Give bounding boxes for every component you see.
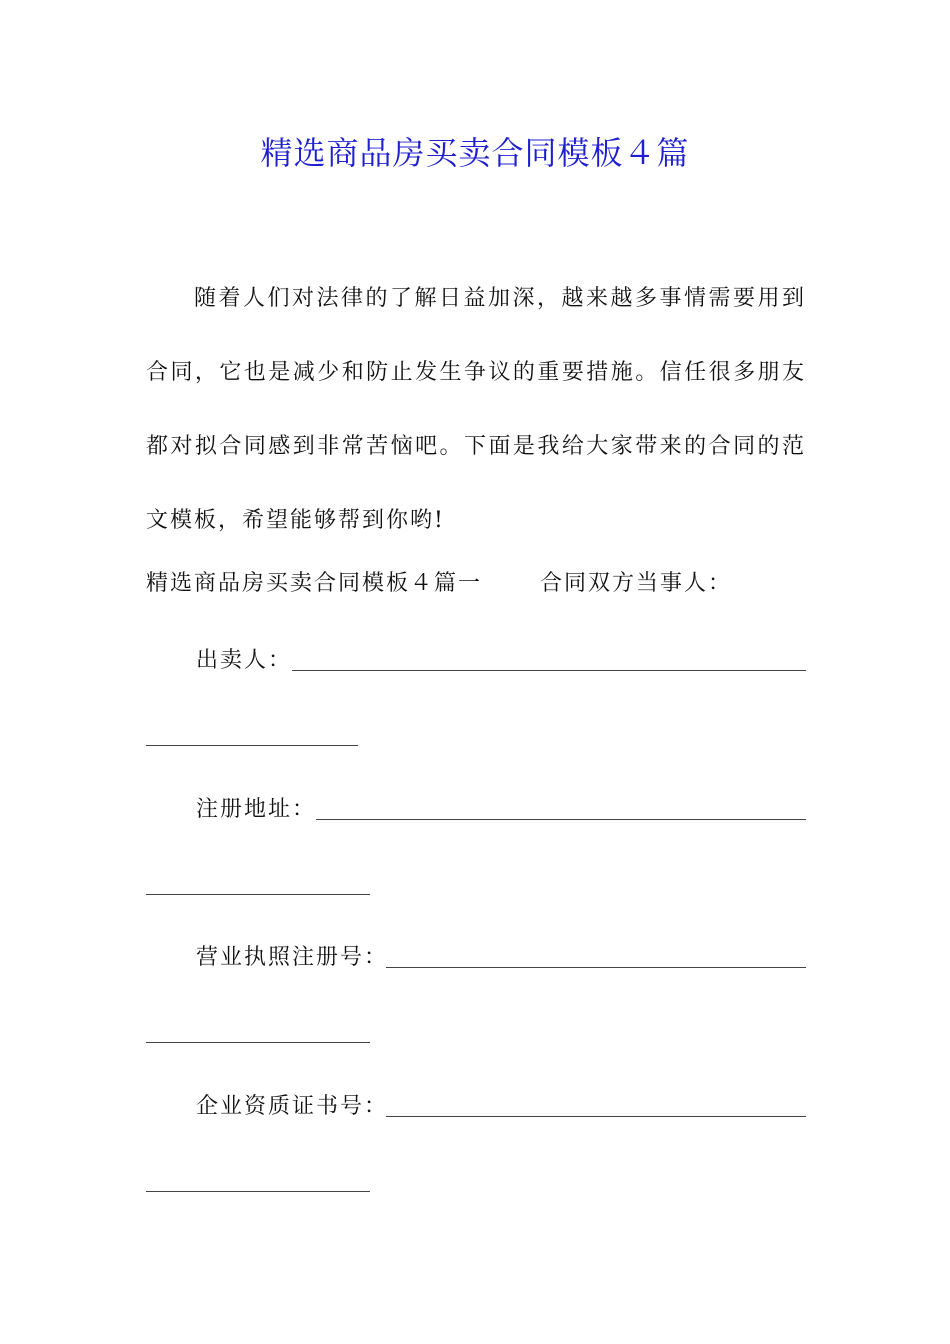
registered-address-blank-line-2 [146, 894, 370, 895]
business-license-field [146, 936, 806, 1096]
qualification-cert-blank-line-1 [386, 1116, 806, 1117]
seller-field [146, 639, 806, 799]
business-license-blank-line-2 [146, 1042, 370, 1043]
business-license-label: 营业执照注册号： [196, 945, 389, 970]
business-license-blank-line-1 [386, 967, 806, 968]
seller-blank-line-2 [146, 745, 358, 746]
qualification-cert-field [146, 1085, 806, 1245]
seller-label: 出卖人： [196, 648, 293, 673]
parties-heading: 合同双方当事人： [540, 571, 733, 596]
qualification-cert-label: 企业资质证书号： [196, 1094, 389, 1119]
registered-address-label: 注册地址： [196, 797, 317, 822]
intro-paragraph: 随着人们对法律的了解日益加深，越来越多事情需要用到合同，它也是减少和防止发生争议的重要措施。信任很多朋友都对拟合同感到非常苦恼吧。下面是我给大家带来的合同的范文模板，希望能够帮到你哟! [146, 286, 806, 533]
seller-blank-line-1 [292, 670, 806, 671]
qualification-cert-blank-line-2 [146, 1191, 370, 1192]
section-title: 精选商品房买卖合同模板４篇一 [146, 571, 483, 596]
section-heading-line [146, 562, 806, 606]
registered-address-blank-line-1 [316, 819, 806, 820]
document-title: 精选商品房买卖合同模板４篇 [260, 134, 690, 172]
registered-address-field [146, 788, 806, 948]
